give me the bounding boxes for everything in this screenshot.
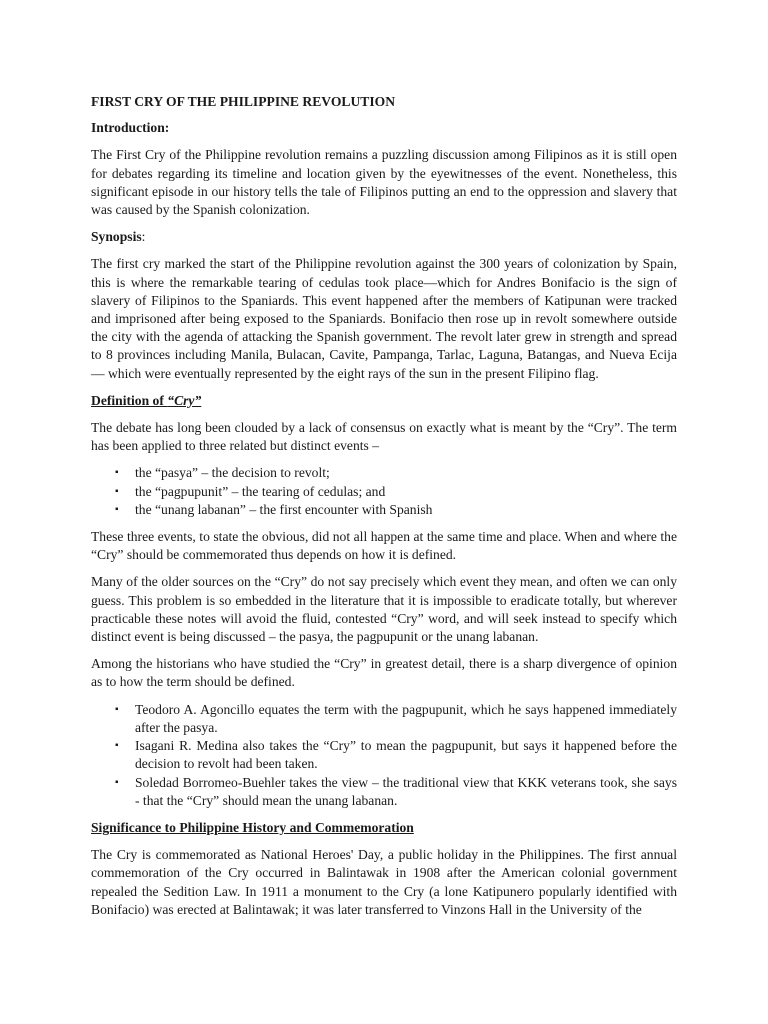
list-item	[91, 501, 677, 519]
synopsis-heading-colon: :	[141, 229, 146, 245]
significance-heading: Significance to Philippine History and Commemoration	[91, 819, 414, 835]
bullet-icon: ▪	[115, 467, 119, 479]
synopsis-paragraph: The first cry marked the start of the Philippine revolution against the 300 years of colonization by Spain, this is where the remarkable tearing of cedulas took place—which for Andres Bonifacio is the sign of slavery of Filipinos to the Spaniards. This event happened after the members of Katipunan were tracked and imprisoned after being exposed to the Spaniards. Bonifacio then rose up in revolt somewhere outside the city with the agenda of attacking the Spanish government. The revolt later grew in strength and spread to 8 provinces including Manila, Bulacan, Cavite, Pampanga, Tarlac, Laguna, Batangas, and Nueva Ecija — which were eventually represented by the eight rays of the sun in the present Filipino flag.	[91, 256, 677, 381]
list-item-text: Isagani R. Medina also takes the “Cry” to mean the pagpupunit, but says it happened before the decision to revolt had been taken.	[135, 738, 677, 772]
bullet-icon: ▪	[115, 503, 119, 515]
definition-intro-paragraph: The debate has long been clouded by a lack of consensus on exactly what is meant by the “Cry”. The term has been applied to three related but distinct events –	[91, 420, 677, 454]
document-title: FIRST CRY OF THE PHILIPPINE REVOLUTION	[91, 94, 396, 109]
list-item	[91, 701, 677, 737]
list-item-text: Soledad Borromeo-Buehler takes the view – the traditional view that KKK veterans took, she says - that the “Cry” should mean the unang labanan.	[135, 774, 677, 808]
document-page	[91, 93, 677, 928]
list-item-text: the “pasya” – the decision to revolt;	[135, 465, 330, 481]
events-list	[91, 464, 677, 519]
list-item-text: Teodoro A. Agoncillo equates the term with the pagpupunit, which he says happened immediately after the pasya.	[135, 701, 677, 735]
bullet-icon: ▪	[115, 703, 119, 715]
list-item	[91, 464, 677, 482]
definition-paragraph-2: Many of the older sources on the “Cry” do not say precisely which event they mean, and often we can only guess. This problem is so embedded in the literature that it is impossible to eradicate totally, but wherever practicable these notes will avoid the fluid, contested “Cry” word, and will seek instead to specify which distinct event is being discussed – the pasya, the pagpupunit or the unang labanan.	[91, 574, 677, 645]
definition-heading	[91, 392, 677, 410]
bullet-icon: ▪	[115, 485, 119, 497]
definition-paragraph-1: These three events, to state the obvious, did not all happen at the same time and place. When and where the “Cry” should be commemorated thus depends on how it is defined.	[91, 529, 677, 563]
list-item-text: the “pagpupunit” – the tearing of cedulas; and	[135, 483, 386, 499]
historians-list	[91, 701, 677, 810]
definition-heading-prefix: Definition of	[91, 392, 168, 408]
synopsis-heading	[91, 228, 677, 246]
bullet-icon: ▪	[115, 776, 119, 788]
synopsis-heading-text: Synopsis	[91, 229, 142, 245]
bullet-icon: ▪	[115, 740, 119, 752]
definition-paragraph-3: Among the historians who have studied the “Cry” in greatest detail, there is a sharp divergence of opinion as to how the term should be defined.	[91, 656, 677, 690]
significance-paragraph: The Cry is commemorated as National Heroes' Day, a public holiday in the Philippines. The first annual commemoration of the Cry occurred in Balintawak in 1908 after the American colonial government repealed the Sedition Law. In 1911 a monument to the Cry (a lone Katipunero popularly identified with Bonifacio) was erected at Balintawak; it was later transferred to Vinzons Hall in the University of the	[91, 847, 677, 917]
definition-heading-term: “Cry”	[167, 392, 202, 408]
list-item-text: the “unang labanan” – the first encounter with Spanish	[135, 501, 433, 517]
introduction-paragraph: The First Cry of the Philippine revolution remains a puzzling discussion among Filipinos as it is still open for debates regarding its timeline and location given by the eyewitnesses of the event. Nonetheless, this significant episode in our history tells the tale of Filipinos putting an end to the oppression and slavery that was caused by the Spanish colonization.	[91, 147, 677, 218]
list-item	[91, 737, 677, 773]
list-item	[91, 483, 677, 501]
list-item	[91, 774, 677, 810]
introduction-heading: Introduction:	[91, 120, 170, 136]
